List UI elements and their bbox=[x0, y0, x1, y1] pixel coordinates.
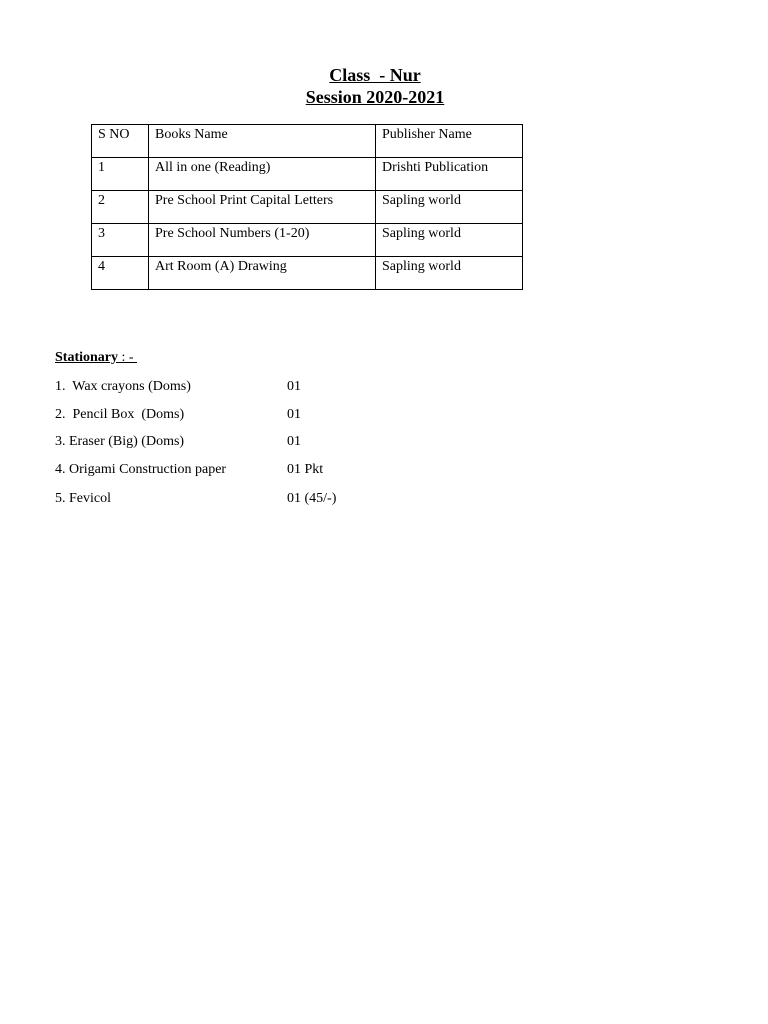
stationary-heading-suffix: : - bbox=[118, 350, 138, 365]
table-cell-sno: 3 bbox=[92, 224, 149, 257]
stationary-heading-label: Stationary bbox=[55, 350, 118, 365]
table-cell-publisher: Sapling world bbox=[376, 191, 523, 224]
header-cell-sno: S NO bbox=[92, 125, 149, 158]
stationary-item-name: 3. Eraser (Big) (Doms) bbox=[55, 434, 185, 449]
table-cell-book: Art Room (A) Drawing bbox=[149, 257, 376, 290]
stationary-item-qty: 01 Pkt bbox=[287, 462, 324, 477]
table-row bbox=[92, 257, 523, 290]
header-cell-publisher-name: Publisher Name bbox=[376, 125, 523, 158]
table-cell-book: All in one (Reading) bbox=[149, 158, 376, 191]
table-cell-publisher: Drishti Publication bbox=[376, 158, 523, 191]
table-cell-book: Pre School Numbers (1-20) bbox=[149, 224, 376, 257]
table-row bbox=[92, 158, 523, 191]
table-cell-publisher: Sapling world bbox=[376, 224, 523, 257]
stationary-item-name: 4. Origami Construction paper bbox=[55, 462, 227, 477]
session-title: Session 2020-2021 bbox=[305, 87, 445, 107]
header-cell-books-name: Books Name bbox=[149, 125, 376, 158]
stationary-item-qty: 01 (45/-) bbox=[287, 491, 337, 506]
table-cell-publisher: Sapling world bbox=[376, 257, 523, 290]
stationary-heading bbox=[55, 349, 137, 367]
table-row bbox=[92, 224, 523, 257]
stationary-item-name: 1. Wax crayons (Doms) bbox=[55, 379, 191, 394]
class-title: Class - Nur bbox=[329, 65, 421, 85]
books-table bbox=[91, 124, 523, 290]
stationary-item-qty: 01 bbox=[287, 434, 301, 449]
stationary-item-name: 5. Fevicol bbox=[55, 491, 111, 506]
table-cell-sno: 2 bbox=[92, 191, 149, 224]
stationary-item-qty: 01 bbox=[287, 379, 301, 394]
stationary-item-name: 2. Pencil Box (Doms) bbox=[55, 407, 185, 422]
table-row bbox=[92, 191, 523, 224]
stationary-item-qty: 01 bbox=[287, 407, 301, 422]
table-cell-book: Pre School Print Capital Letters bbox=[149, 191, 376, 224]
table-cell-sno: 4 bbox=[92, 257, 149, 290]
table-cell-sno: 1 bbox=[92, 158, 149, 191]
table-header-row bbox=[92, 125, 523, 158]
